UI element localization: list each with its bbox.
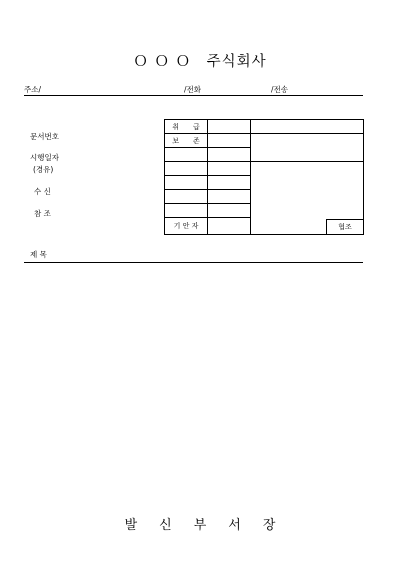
cooperation-label: 협조 xyxy=(326,219,364,235)
approval-cell xyxy=(164,203,208,218)
date-label: 시행일자 xyxy=(30,153,59,162)
handling-value-cell xyxy=(207,119,251,134)
signature-line xyxy=(0,514,400,533)
fax-label: /전송 xyxy=(271,85,289,94)
drafter-label: 기 안 자 xyxy=(164,217,208,235)
signature-char: 장 xyxy=(262,518,276,533)
subject-label: 제 목 xyxy=(30,250,47,259)
approval-cell xyxy=(207,161,251,176)
approval-cell xyxy=(164,147,208,162)
approval-cell xyxy=(164,189,208,204)
retention-extra-cell xyxy=(250,133,364,162)
approval-cell xyxy=(164,161,208,176)
address-rule xyxy=(24,95,363,96)
retention-label: 보 존 xyxy=(164,133,208,148)
reference-label: 참 조 xyxy=(34,209,51,218)
subject-rule xyxy=(24,262,363,263)
signature-char: 발 xyxy=(124,518,138,533)
drafter-value-cell xyxy=(207,217,251,235)
company-title: Ｏ Ｏ Ｏ 주식회사 xyxy=(133,54,267,70)
approval-cell xyxy=(164,175,208,190)
handling-label: 취 급 xyxy=(164,119,208,134)
handling-extra-cell xyxy=(250,119,364,134)
recipient-label: 수 신 xyxy=(34,187,51,196)
retention-value-cell xyxy=(207,133,251,148)
doc-number-label: 문서번호 xyxy=(30,132,59,141)
approval-cell xyxy=(207,175,251,190)
approval-cell xyxy=(207,203,251,218)
address-label: 주소/ xyxy=(24,85,42,94)
via-label: (경유) xyxy=(33,165,54,174)
approval-cell xyxy=(207,147,251,162)
signature-char: 신 xyxy=(159,518,172,533)
signature-char: 부 xyxy=(193,518,207,533)
approval-cell xyxy=(207,189,251,204)
signature-char: 서 xyxy=(228,518,241,533)
phone-label: /전화 xyxy=(184,85,202,94)
